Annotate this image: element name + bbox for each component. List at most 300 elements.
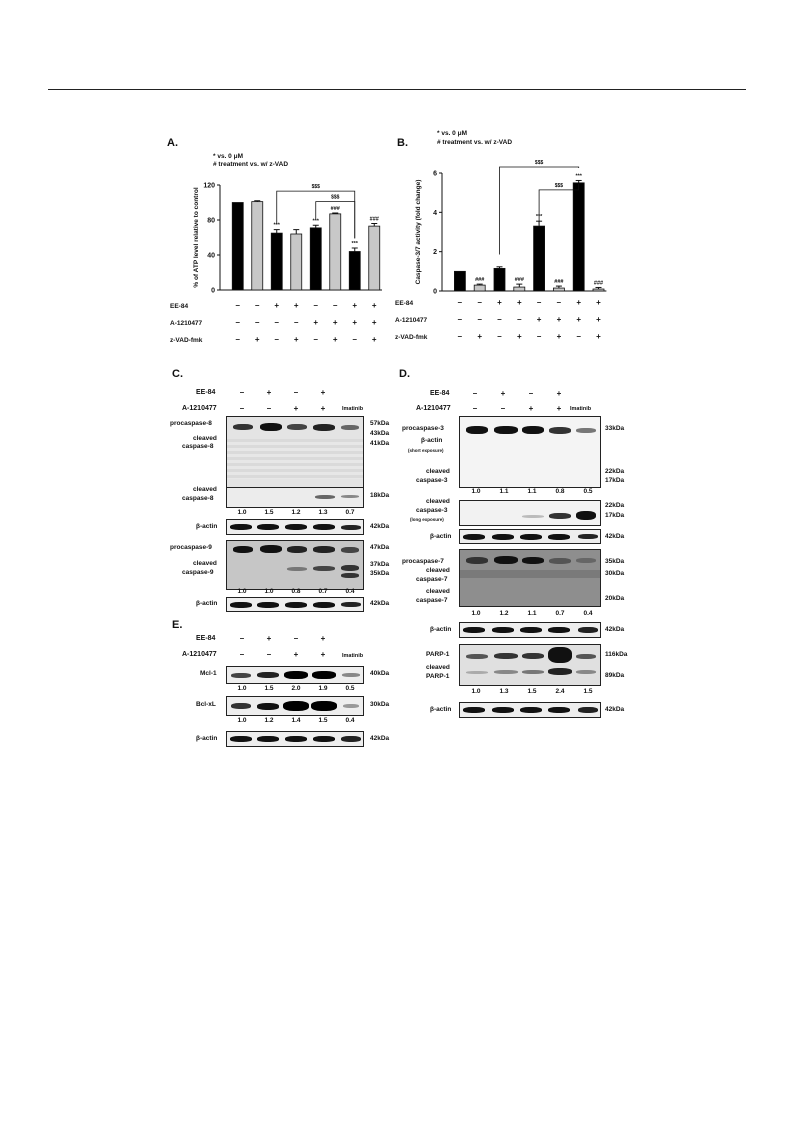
densitometry-value: 0.8: [291, 588, 301, 595]
blot-band: [257, 736, 279, 742]
densitometry-value: 1.5: [318, 717, 328, 724]
blot-band: [466, 557, 488, 564]
blot-band: [260, 545, 282, 553]
blot-band: [315, 495, 335, 499]
cleaved-parp-label-1: cleaved: [426, 664, 450, 671]
cleaved-caspase3b-label-1: cleaved: [426, 498, 450, 505]
row-sign: +: [596, 332, 601, 341]
caspase9-blot: [226, 540, 364, 590]
a121-sign: +: [320, 650, 326, 659]
kda-42b: 42kDa: [370, 600, 390, 607]
blot-band: [313, 524, 335, 530]
densitometry-value: 2.0: [291, 685, 301, 692]
densitometry-value: 0.5: [345, 685, 355, 692]
blot-band: [341, 525, 361, 530]
bar-annotation: ***: [351, 241, 358, 247]
row-sign: –: [255, 301, 260, 310]
blot-band: [284, 671, 308, 679]
panel-c-letter: C.: [172, 368, 183, 380]
row-sign: –: [576, 332, 581, 341]
blot-band: [522, 557, 544, 564]
e-ee84-label: EE-84: [196, 635, 216, 642]
significance-label: $$$: [311, 184, 320, 191]
blot-band: [287, 424, 307, 430]
row-sign: +: [352, 318, 358, 327]
bar: [369, 226, 380, 290]
blot-band: [549, 427, 571, 434]
blot-band: [492, 707, 514, 713]
densitometry-value: 2.4: [555, 688, 565, 695]
row-sign: +: [536, 315, 542, 324]
blot-band: [313, 566, 335, 571]
bar-annotation: ***: [575, 173, 582, 180]
blot-band: [287, 546, 307, 553]
a121-sign: +: [528, 404, 534, 413]
row-sign: –: [235, 335, 240, 344]
cleaved-caspase8-blot: [226, 487, 364, 508]
densitometry-value: 1.1: [499, 488, 509, 495]
cleaved-caspase7-label-1: cleaved: [426, 567, 450, 574]
c-actin-label-1: β-actin: [196, 523, 218, 530]
densitometry-value: 1.1: [527, 488, 537, 495]
c-imatinib-label: Imatinib: [342, 406, 364, 412]
kda-57: 57kDa: [370, 420, 390, 427]
row-sign: +: [516, 332, 522, 341]
c-a121-label: A-1210477: [182, 405, 217, 412]
blot-band: [494, 426, 518, 434]
blot-smear: [227, 439, 363, 479]
blot-band: [463, 707, 485, 713]
densitometry-value: 0.7: [555, 610, 565, 617]
parp1-blot: [459, 644, 601, 686]
row-sign: –: [536, 298, 542, 307]
blot-band: [341, 602, 361, 607]
bar: [454, 271, 465, 291]
blot-band: [522, 426, 544, 434]
caspase3-long-blot: [459, 500, 601, 526]
y-tick-label: 0: [433, 288, 437, 296]
cleaved-caspase3b-label-2: caspase-3: [416, 507, 448, 514]
long-exposure-label: (long exposure): [410, 517, 444, 522]
densitometry-value: 1.4: [291, 717, 301, 724]
d-actin-blot-2: [459, 622, 601, 638]
d-ee84-label: EE-84: [430, 390, 450, 397]
d-a121-label: A-1210477: [416, 405, 451, 412]
bclxl-label: Bcl-xL: [196, 701, 216, 708]
bar: [573, 183, 584, 291]
a121-sign: –: [239, 404, 245, 413]
a121-sign: +: [320, 404, 326, 413]
blot-band: [287, 567, 307, 571]
significance-label: $$$: [331, 194, 340, 201]
row-sign: +: [556, 332, 562, 341]
blot-band: [285, 736, 307, 742]
ee84-sign: +: [266, 388, 272, 397]
bar: [232, 203, 243, 291]
blot-band: [313, 546, 335, 553]
densitometry-value: 1.3: [318, 509, 328, 516]
row-sign: –: [517, 315, 522, 324]
row-sign: –: [477, 315, 482, 324]
significance-bracket: [539, 184, 579, 224]
blot-band: [231, 673, 251, 678]
bar-annotation: ###: [475, 277, 485, 284]
significance-label: $$$: [534, 159, 544, 166]
blot-band: [341, 547, 359, 553]
blot-band: [520, 534, 542, 540]
row-sign: +: [371, 318, 377, 327]
panel-b-letter: B.: [397, 137, 408, 149]
row-sign: +: [254, 335, 260, 344]
blot-band: [578, 534, 598, 539]
bar: [291, 234, 302, 290]
parp1-label: PARP-1: [426, 651, 450, 658]
blot-band: [230, 524, 252, 530]
d-actin-label-2: β-actin: [430, 626, 452, 633]
kda-41: 41kDa: [370, 440, 390, 447]
row-sign: –: [497, 315, 502, 324]
bar: [252, 202, 263, 290]
row-sign: +: [576, 298, 582, 307]
row-sign: +: [477, 332, 483, 341]
densitometry-value: 1.2: [264, 717, 274, 724]
panel-a-letter: A.: [167, 137, 178, 149]
blot-smear: [460, 570, 600, 578]
c-actin-label-2: β-actin: [196, 600, 218, 607]
bar-annotation: ###: [369, 216, 379, 223]
kda-20: 20kDa: [605, 595, 625, 602]
cleaved-caspase7b-label-2: caspase-7: [416, 597, 448, 604]
bar: [330, 214, 341, 290]
row-sign: +: [556, 315, 562, 324]
mcl1-blot: [226, 666, 364, 684]
bar-annotation: ###: [514, 277, 524, 284]
blot-band: [463, 627, 485, 633]
cleaved-caspase8b-label-2: caspase-8: [182, 495, 214, 502]
densitometry-value: 1.5: [264, 685, 274, 692]
cleaved-caspase7-label-2: caspase-7: [416, 576, 448, 583]
blot-band: [576, 654, 596, 659]
y-tick-label: 80: [207, 217, 215, 225]
densitometry-value: 1.5: [583, 688, 593, 695]
bar-annotation: ***: [312, 218, 319, 225]
blot-band: [257, 602, 279, 608]
densitometry-value: 0.5: [583, 488, 593, 495]
densitometry-value: 1.2: [499, 610, 509, 617]
blot-band: [313, 736, 335, 742]
bar-annotation: ###: [330, 206, 340, 212]
blot-band: [549, 513, 571, 519]
bar: [349, 252, 360, 291]
blot-band: [520, 707, 542, 713]
ee84-sign: +: [266, 634, 272, 643]
blot-band: [312, 671, 336, 679]
ee84-sign: –: [472, 389, 478, 398]
kda-42d1: 42kDa: [605, 533, 625, 540]
blot-band: [313, 602, 335, 608]
densitometry-value: 1.0: [471, 610, 481, 617]
blot-band: [311, 701, 337, 711]
blot-band: [257, 672, 279, 678]
blot-band: [578, 627, 598, 633]
row-sign: –: [274, 335, 279, 344]
densitometry-value: 0.8: [555, 488, 565, 495]
kda-18: 18kDa: [370, 492, 390, 499]
blot-band: [233, 546, 253, 553]
blot-band: [520, 627, 542, 633]
blot-band: [233, 424, 253, 430]
panel-d-letter: D.: [399, 368, 410, 380]
blot-band: [260, 423, 282, 431]
blot-band: [313, 424, 335, 431]
kda-116: 116kDa: [605, 651, 628, 658]
bar: [593, 289, 604, 291]
kda-47: 47kDa: [370, 544, 390, 551]
blot-band: [466, 654, 488, 659]
densitometry-value: 1.0: [264, 588, 274, 595]
y-tick-label: 40: [207, 252, 215, 260]
e-imatinib-label: Imatinib: [342, 653, 364, 659]
densitometry-value: 1.0: [237, 685, 247, 692]
d-actin-blot-1: [459, 529, 601, 544]
cleaved-caspase9-label-1: cleaved: [193, 560, 217, 567]
blot-band: [342, 673, 360, 677]
panel-a-legend-1: * vs. 0 μM: [213, 153, 243, 160]
kda-42a: 42kDa: [370, 523, 390, 530]
blot-band: [257, 703, 279, 710]
blot-band: [522, 653, 544, 659]
ee84-sign: –: [528, 389, 534, 398]
ee84-sign: –: [293, 388, 299, 397]
bar-annotation: ###: [593, 280, 604, 287]
y-tick-label: 2: [433, 249, 437, 257]
blot-band: [548, 534, 570, 540]
row-sign: –: [274, 318, 279, 327]
procaspase7-label: procaspase-7: [402, 558, 444, 565]
ee84-sign: +: [320, 388, 326, 397]
row-sign: –: [313, 335, 318, 344]
blot-band: [492, 627, 514, 633]
a121-sign: +: [556, 404, 562, 413]
bar: [310, 228, 321, 290]
kda-42e: 42kDa: [370, 735, 390, 742]
row-sign: –: [497, 332, 502, 341]
panel-b-legend-2: # treatment vs. w/ z-VAD: [437, 139, 513, 146]
e-actin-label: β-actin: [196, 735, 218, 742]
bclxl-blot: [226, 696, 364, 716]
blot-band: [492, 534, 514, 540]
blot-band: [494, 653, 518, 659]
blot-band: [341, 736, 361, 742]
blot-band: [341, 565, 359, 571]
bar-annotation: ###: [554, 279, 564, 286]
blot-band: [341, 495, 359, 498]
c-ee84-label: EE-84: [196, 389, 216, 396]
d-imatinib-label: Imatinib: [570, 406, 592, 412]
kda-30: 30kDa: [370, 701, 390, 708]
row-sign: –: [457, 332, 463, 341]
row-sign: +: [293, 335, 299, 344]
header-rule: [48, 89, 746, 90]
blot-band: [522, 515, 544, 518]
row-label: EE-84: [395, 300, 414, 307]
bar: [474, 285, 485, 291]
densitometry-value: 0.4: [345, 588, 355, 595]
bar: [494, 268, 505, 291]
blot-band: [576, 511, 596, 520]
blot-band: [231, 703, 251, 709]
caspase-bar-chart: [390, 148, 630, 348]
a121-sign: +: [293, 650, 299, 659]
blot-band: [230, 736, 252, 742]
blot-band: [576, 428, 596, 433]
cleaved-caspase9-label-2: caspase-9: [182, 569, 214, 576]
row-sign: +: [371, 335, 377, 344]
row-sign: +: [332, 335, 338, 344]
kda-22b: 22kDa: [605, 502, 625, 509]
row-sign: +: [576, 315, 582, 324]
procaspase9-label: procaspase-9: [170, 544, 212, 551]
blot-band: [466, 426, 488, 434]
blot-band: [285, 524, 307, 530]
densitometry-value: 1.5: [264, 509, 274, 516]
kda-43: 43kDa: [370, 430, 390, 437]
e-a121-label: A-1210477: [182, 651, 217, 658]
kda-17a: 17kDa: [605, 477, 625, 484]
blot-band: [257, 524, 279, 530]
row-sign: +: [313, 318, 319, 327]
blot-band: [522, 670, 544, 674]
row-sign: –: [352, 335, 357, 344]
row-sign: –: [477, 298, 482, 307]
kda-22a: 22kDa: [605, 468, 625, 475]
blot-band: [343, 704, 359, 708]
ee84-sign: –: [239, 634, 245, 643]
bar: [514, 287, 525, 291]
kda-35: 35kDa: [370, 570, 390, 577]
bar: [553, 288, 564, 291]
row-sign: +: [596, 315, 601, 324]
kda-35d: 35kDa: [605, 558, 625, 565]
a121-sign: –: [239, 650, 245, 659]
row-sign: +: [352, 301, 358, 310]
a121-sign: –: [472, 404, 478, 413]
row-sign: +: [596, 298, 601, 307]
row-label: z-VAD-fmk: [395, 334, 428, 341]
procaspase8-label: procaspase-8: [170, 420, 212, 427]
short-exposure-label: (short exposure): [408, 448, 444, 453]
panel-a-legend-2: # treatment vs. w/ z-VAD: [213, 161, 289, 168]
densitometry-value: 1.9: [318, 685, 328, 692]
blot-band: [463, 534, 485, 540]
kda-42d3: 42kDa: [605, 706, 625, 713]
caspase3-short-blot: [459, 416, 601, 488]
cleaved-caspase8-label-2: caspase-8: [182, 443, 214, 450]
row-sign: –: [235, 318, 240, 327]
y-tick-label: 6: [433, 170, 437, 178]
procaspase3-label: procaspase-3: [402, 425, 444, 432]
densitometry-value: 0.7: [318, 588, 328, 595]
blot-band: [341, 425, 359, 430]
row-sign: +: [371, 301, 377, 310]
ee84-sign: +: [500, 389, 506, 398]
kda-89: 89kDa: [605, 672, 625, 679]
densitometry-value: 1.2: [291, 509, 301, 516]
significance-label: $$$: [554, 182, 564, 189]
row-sign: –: [333, 301, 338, 310]
blot-band: [549, 558, 571, 564]
c-actin-blot-1: [226, 519, 364, 535]
blot-band: [494, 556, 518, 564]
a121-sign: –: [266, 404, 272, 413]
row-sign: +: [293, 301, 299, 310]
blot-band: [494, 670, 518, 674]
blot-band: [576, 670, 596, 674]
blot-band: [548, 647, 572, 663]
cleaved-caspase8-label-1: cleaved: [193, 435, 217, 442]
kda-37: 37kDa: [370, 561, 390, 568]
blot-band: [285, 602, 307, 608]
blot-band: [548, 627, 570, 633]
densitometry-value: 1.0: [237, 588, 247, 595]
blot-band: [283, 701, 309, 711]
kda-17b: 17kDa: [605, 512, 625, 519]
row-sign: –: [457, 315, 463, 324]
bar-annotation: ***: [273, 222, 280, 229]
bar: [534, 226, 545, 291]
row-sign: +: [274, 301, 280, 310]
row-sign: –: [255, 318, 260, 327]
kda-30d: 30kDa: [605, 570, 625, 577]
blot-band: [230, 602, 252, 608]
densitometry-value: 1.0: [237, 717, 247, 724]
row-sign: +: [332, 318, 338, 327]
row-sign: –: [556, 298, 562, 307]
row-sign: –: [294, 318, 299, 327]
kda-40: 40kDa: [370, 670, 390, 677]
row-sign: –: [536, 332, 542, 341]
row-sign: +: [497, 298, 502, 307]
caspase7-blot: [459, 549, 601, 607]
row-label: EE-84: [170, 303, 189, 310]
e-actin-blot: [226, 731, 364, 747]
panel-b-legend-1: * vs. 0 μM: [437, 130, 467, 137]
cleaved-caspase7b-label-1: cleaved: [426, 588, 450, 595]
kda-42d2: 42kDa: [605, 626, 625, 633]
cleaved-parp-label-2: PARP-1: [426, 673, 450, 680]
blot-band: [548, 668, 572, 675]
blot-band: [548, 707, 570, 713]
kda-33: 33kDa: [605, 425, 625, 432]
densitometry-value: 1.0: [471, 488, 481, 495]
cleaved-caspase3-label-2: caspase-3: [416, 477, 448, 484]
y-tick-label: 4: [433, 209, 437, 217]
mcl1-label: Mcl-1: [200, 670, 217, 677]
atp-bar-chart: [160, 170, 385, 350]
bar: [271, 233, 282, 290]
densitometry-value: 1.0: [471, 688, 481, 695]
cleaved-caspase8b-label-1: cleaved: [193, 486, 217, 493]
ee84-sign: –: [239, 388, 245, 397]
a121-sign: +: [293, 404, 299, 413]
y-tick-label: 120: [203, 182, 215, 190]
ee84-sign: +: [556, 389, 562, 398]
row-label: A-1210477: [170, 320, 203, 327]
a121-sign: –: [500, 404, 506, 413]
a121-sign: –: [266, 650, 272, 659]
row-label: A-1210477: [395, 317, 428, 324]
y-axis-label: Caspase-3/7 activity (fold change): [415, 179, 422, 285]
